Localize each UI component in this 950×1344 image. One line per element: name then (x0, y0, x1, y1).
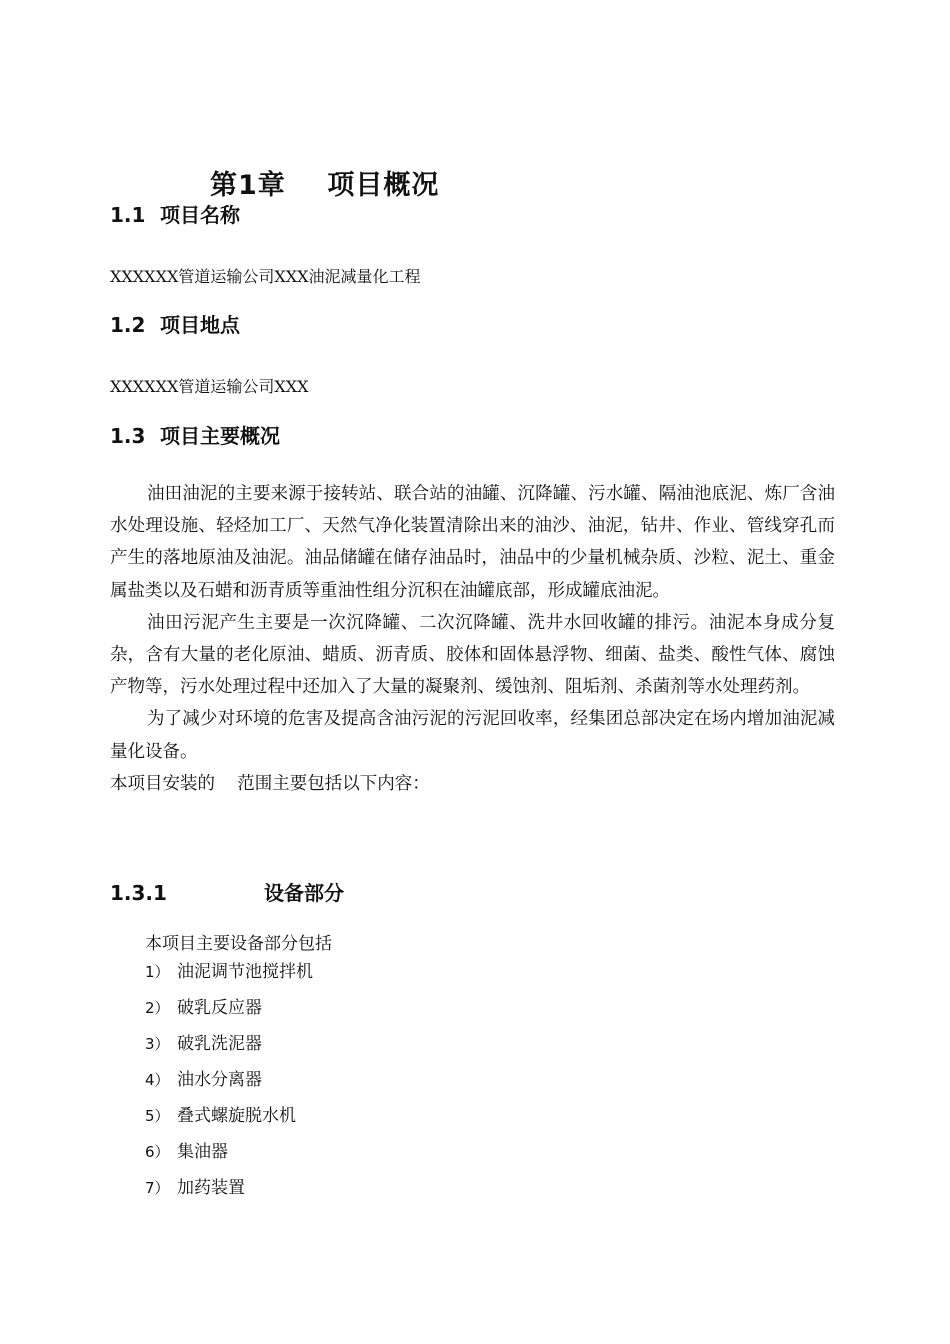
list-item-text: 破乳洗泥器 (177, 1034, 262, 1054)
section-title: 项目地点 (160, 313, 240, 337)
list-item-text: 油水分离器 (177, 1070, 262, 1090)
list-item (145, 1178, 313, 1214)
scope-line: 本项目安装的 范围主要包括以下内容： (110, 773, 430, 794)
subsection-title: 设备部分 (264, 881, 344, 905)
list-item (145, 998, 313, 1034)
list-item-text: 破乳反应器 (177, 998, 262, 1018)
section-number: 1.2 (110, 313, 146, 337)
chapter-title: 第1章 项目概况 (210, 170, 440, 201)
subsection-number: 1.3.1 (110, 881, 167, 905)
list-marker: 3） (145, 1035, 170, 1053)
list-marker: 4） (145, 1071, 170, 1089)
list-marker: 1） (145, 963, 170, 981)
section-title: 项目主要概况 (160, 424, 280, 448)
list-marker: 5） (145, 1107, 170, 1125)
section-heading-1-3 (110, 420, 280, 449)
list-item-text: 叠式螺旋脱水机 (177, 1106, 296, 1126)
section-title: 项目名称 (160, 203, 240, 227)
overview-body (110, 478, 835, 800)
list-item-text: 加药装置 (177, 1178, 245, 1198)
list-item (145, 962, 313, 998)
list-item (145, 1142, 313, 1178)
project-name-text: XXXXXX管道运输公司XXX油泥减量化工程 (110, 267, 421, 286)
body-paragraph: 为了减少对环境的危害及提高含油污泥的污泥回收率，经集团总部决定在场内增加油泥减量化设备。 (110, 709, 835, 762)
list-item (145, 1070, 313, 1106)
list-item (145, 1106, 313, 1142)
section-heading-1-1 (110, 199, 240, 228)
body-paragraph: 油田污泥产生主要是一次沉降罐、二次沉降罐、洗井水回收罐的排污。油泥本身成分复杂，含有大量的老化原油、蜡质、沥青质、胶体和固体悬浮物、细菌、盐类、酸性气体、腐蚀产物等，污水处理过程中还加入了大量的凝聚剂、缓蚀剂、阻垢剂、杀菌剂等水处理药剂。 (110, 612, 835, 698)
list-marker: 6） (145, 1143, 170, 1161)
section-heading-1-2 (110, 309, 240, 338)
list-marker: 7） (145, 1179, 170, 1197)
project-location-text: XXXXXX管道运输公司XXX (110, 377, 309, 396)
list-item-text: 油泥调节池搅拌机 (177, 962, 313, 982)
body-paragraph: 油田油泥的主要来源于接转站、联合站的油罐、沉降罐、污水罐、隔油池底泥、炼厂含油水处理设施、轻烃加工厂、天然气净化装置清除出来的油沙、油泥，钻井、作业、管线穿孔而产生的落地原油及油泥。油品储罐在储存油品时，油品中的少量机械杂质、沙粒、泥土、重金属盐类以及石蜡和沥青质等重油性组分沉积在油罐底部，形成罐底油泥。 (110, 484, 835, 601)
list-marker: 2） (145, 999, 170, 1017)
subsection-heading-1-3-1 (110, 877, 344, 906)
section-number: 1.3 (110, 424, 146, 448)
list-item-text: 集油器 (177, 1142, 228, 1162)
list-item (145, 1034, 313, 1070)
section-number: 1.1 (110, 203, 146, 227)
equipment-list-intro: 本项目主要设备部分包括 (145, 934, 332, 954)
equipment-list (145, 962, 313, 1214)
